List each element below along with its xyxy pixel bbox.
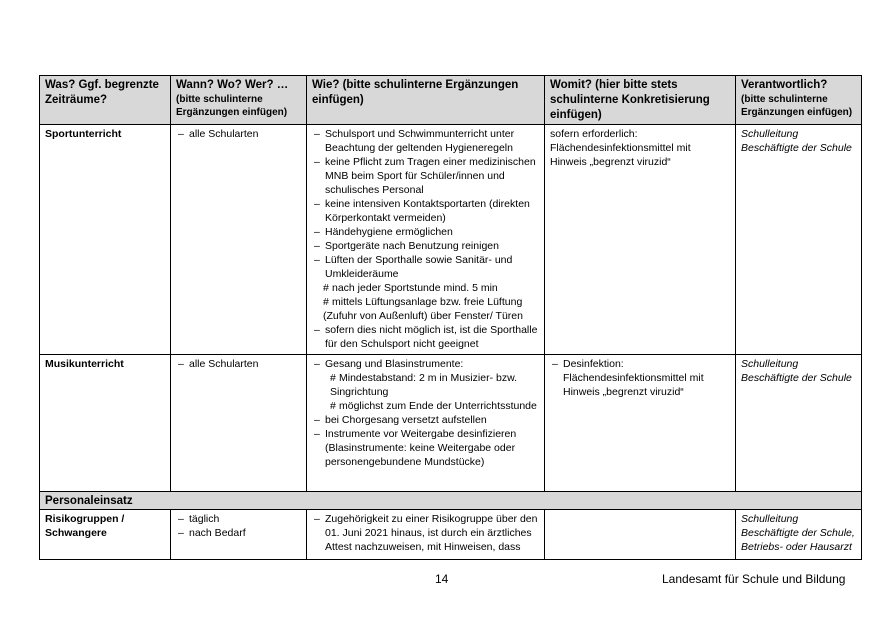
list-item: – Schulsport und Schwimmunterricht unter Beachtung der geltenden Hygieneregeln [312,127,539,155]
list-item: – bei Chorgesang versetzt aufstellen [312,413,539,427]
list-item: – täglich [176,512,301,526]
list-item: – Zugehörigkeit zu einer Risikogruppe über den 01. Juni 2021 hinaus, ist durch ein ärztliches Attest nachzuweisen, mit Hinweisen, dass [312,512,539,554]
sub-item: # mittels Lüftungsanlage bzw. freie Lüftung (Zufuhr von Außenluft) über Fenster/ Türen [323,296,523,322]
sub-item: # nach jeder Sportstunde mind. 5 min [323,282,498,294]
list-item: – Gesang und Blasinstrumente: [312,357,539,371]
list-item: – sofern dies nicht möglich ist, ist die Sporthalle für den Schulsport nicht geeignet [312,323,539,351]
with-cell [545,510,736,560]
column-header-was: Was? Ggf. begrenzte Zeiträume? [40,76,171,125]
row-label: Sportunterricht [40,125,171,355]
column-header-verantwortlich: Verantwortlich? (bitte schulinterne Ergänzungen einfügen) [736,76,862,125]
how-cell [307,355,545,492]
row-label: Musikunterricht [40,355,171,492]
footer-organization: Landesamt für Schule und Bildung [662,572,846,586]
when-cell [171,510,307,560]
sub-item: # möglichst zum Ende der Unterrichtsstunde [330,400,537,412]
hygiene-plan-table [39,75,862,560]
table-row-musikunterricht [40,355,862,492]
page-number: 14 [435,572,449,586]
responsible-cell: Schulleitung Beschäftigte der Schule, Betriebs- oder Hausarzt [736,510,862,560]
responsible-cell: Schulleitung Beschäftigte der Schule [736,355,862,492]
section-title: Personaleinsatz [40,492,862,510]
when-cell [171,125,307,355]
table-header-row [40,76,862,125]
responsible-cell: Schulleitung Beschäftigte der Schule [736,125,862,355]
list-item: – alle Schularten [176,357,301,371]
list-item: – nach Bedarf [176,526,301,540]
how-cell [307,510,545,560]
list-item: – Instrumente vor Weitergabe desinfizieren (Blasinstrumente: keine Weitergabe oder personengebundene Mundstücke) [312,427,539,469]
with-cell [545,355,736,492]
list-item: – Lüften der Sporthalle sowie Sanitär- und Umkleideräume [312,253,539,281]
list-item: – keine intensiven Kontaktsportarten (direkten Körperkontakt vermeiden) [312,197,539,225]
table-row-sportunterricht [40,125,862,355]
list-item: – Sportgeräte nach Benutzung reinigen [312,239,539,253]
list-item: – alle Schularten [176,127,301,141]
when-cell [171,355,307,492]
column-header-wann: Wann? Wo? Wer? … (bitte schulinterne Ergänzungen einfügen) [171,76,307,125]
list-item: – keine Pflicht zum Tragen einer medizinischen MNB beim Sport für Schüler/innen und schulisches Personal [312,155,539,197]
list-item: – Desinfektion: Flächendesinfektionsmittel mit Hinweis „begrenzt viruzid“ [550,357,730,399]
column-header-wie: Wie? (bitte schulinterne Ergänzungen einfügen) [307,76,545,125]
with-cell: sofern erforderlich: Flächendesinfektionsmittel mit Hinweis „begrenzt viruzid“ [545,125,736,355]
sub-item: # Mindestabstand: 2 m in Musizier- bzw. Singrichtung [330,372,517,398]
row-label: Risikogruppen / Schwangere [40,510,171,560]
section-row-personaleinsatz [40,492,862,510]
column-header-womit: Womit? (hier bitte stets schulinterne Konkretisierung einfügen) [545,76,736,125]
how-cell [307,125,545,355]
list-item: – Händehygiene ermöglichen [312,225,539,239]
table-row-risikogruppen [40,510,862,560]
